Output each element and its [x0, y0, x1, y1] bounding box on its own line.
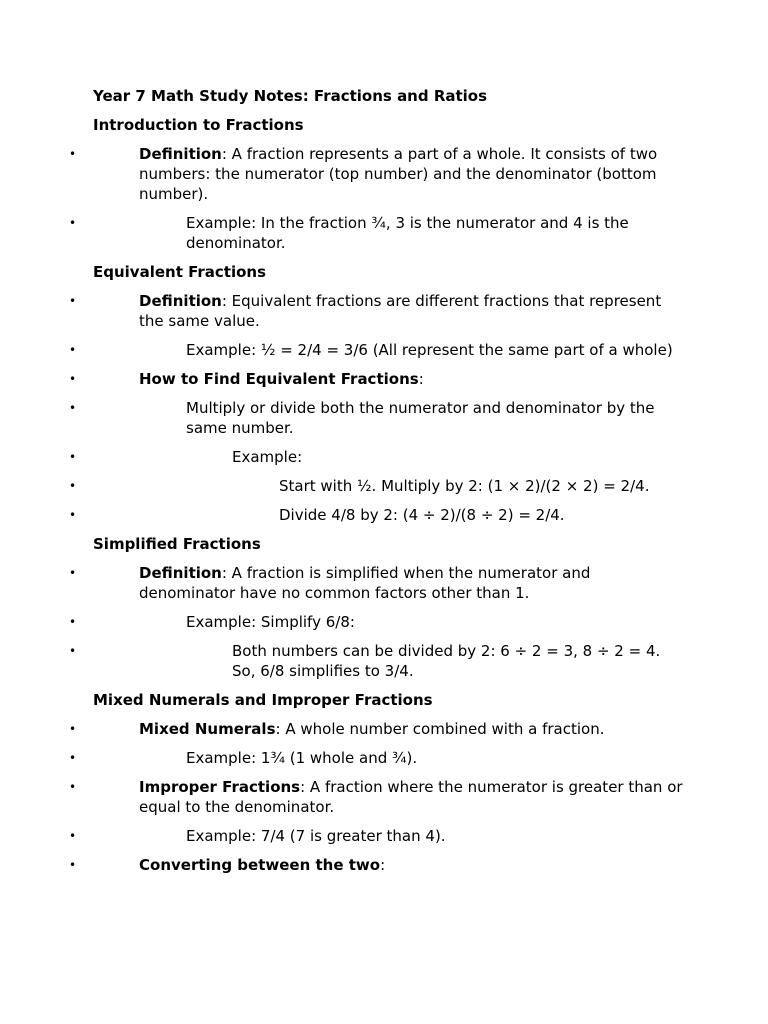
- list-item: [93, 144, 685, 204]
- list-item: [93, 291, 685, 331]
- list-item: [93, 855, 685, 875]
- term-text: : A fraction represents a part of a whole. It consists of two numbers: the numerator (top number) and the denominator (bottom number).: [139, 145, 658, 203]
- simplified-list: [93, 563, 685, 681]
- example-text: Example: ½ = 2/4 = 3/6 (All represent the same part of a whole): [186, 341, 673, 359]
- example-text: Example: Simplify 6/8:: [186, 613, 355, 631]
- term-label: Mixed Numerals: [139, 720, 276, 738]
- term-label: Converting between the two: [139, 856, 381, 874]
- document-title: Year 7 Math Study Notes: Fractions and Ratios: [93, 87, 488, 105]
- term-text: : A whole number combined with a fraction.: [275, 720, 605, 738]
- section-heading-simplified: Simplified Fractions: [93, 535, 261, 553]
- list-item: [93, 505, 685, 525]
- detail-text: Both numbers can be divided by 2: 6 ÷ 2 = 3, 8 ÷ 2 = 4. So, 6/8 simplifies to 3/4.: [232, 642, 661, 680]
- list-item: [93, 748, 685, 768]
- term-text: :: [418, 370, 424, 388]
- term-label: Definition: [139, 145, 222, 163]
- term-label: Definition: [139, 292, 222, 310]
- example-text: Example: In the fraction ¾, 3 is the numerator and 4 is the denominator.: [186, 214, 629, 252]
- term-text: : A fraction is simplified when the numerator and denominator have no common factors other than 1.: [139, 564, 591, 602]
- equivalent-list: [93, 291, 685, 525]
- step-text: Divide 4/8 by 2: (4 ÷ 2)/(8 ÷ 2) = 2/4.: [279, 506, 565, 524]
- intro-list: [93, 144, 685, 253]
- method-text: Multiply or divide both the numerator and denominator by the same number.: [186, 399, 655, 437]
- term-label: Definition: [139, 564, 222, 582]
- term-label: Improper Fractions: [139, 778, 301, 796]
- example-text: Example: 7/4 (7 is greater than 4).: [186, 827, 446, 845]
- list-item: [93, 826, 685, 846]
- list-item: [93, 641, 685, 681]
- term-text: : A fraction where the numerator is greater than or equal to the denominator.: [139, 778, 683, 816]
- list-item: [93, 340, 685, 360]
- list-item: [93, 398, 685, 438]
- term-text: : Equivalent fractions are different fractions that represent the same value.: [139, 292, 662, 330]
- example-text: Example: 1¾ (1 whole and ¾).: [186, 749, 418, 767]
- section-heading-equivalent: Equivalent Fractions: [93, 263, 267, 281]
- list-item: [93, 447, 685, 467]
- list-item: [93, 612, 685, 632]
- list-item: [93, 563, 685, 603]
- term-text: :: [380, 856, 386, 874]
- list-item: [93, 476, 685, 496]
- example-label: Example:: [232, 448, 303, 466]
- list-item: [93, 777, 685, 817]
- mixed-list: [93, 719, 685, 875]
- term-label: How to Find Equivalent Fractions: [139, 370, 419, 388]
- section-heading-mixed: Mixed Numerals and Improper Fractions: [93, 691, 433, 709]
- document-body: [93, 86, 685, 884]
- list-item: [93, 369, 685, 389]
- list-item: [93, 213, 685, 253]
- step-text: Start with ½. Multiply by 2: (1 × 2)/(2 × 2) = 2/4.: [279, 477, 650, 495]
- section-heading-intro: Introduction to Fractions: [93, 116, 304, 134]
- list-item: [93, 719, 685, 739]
